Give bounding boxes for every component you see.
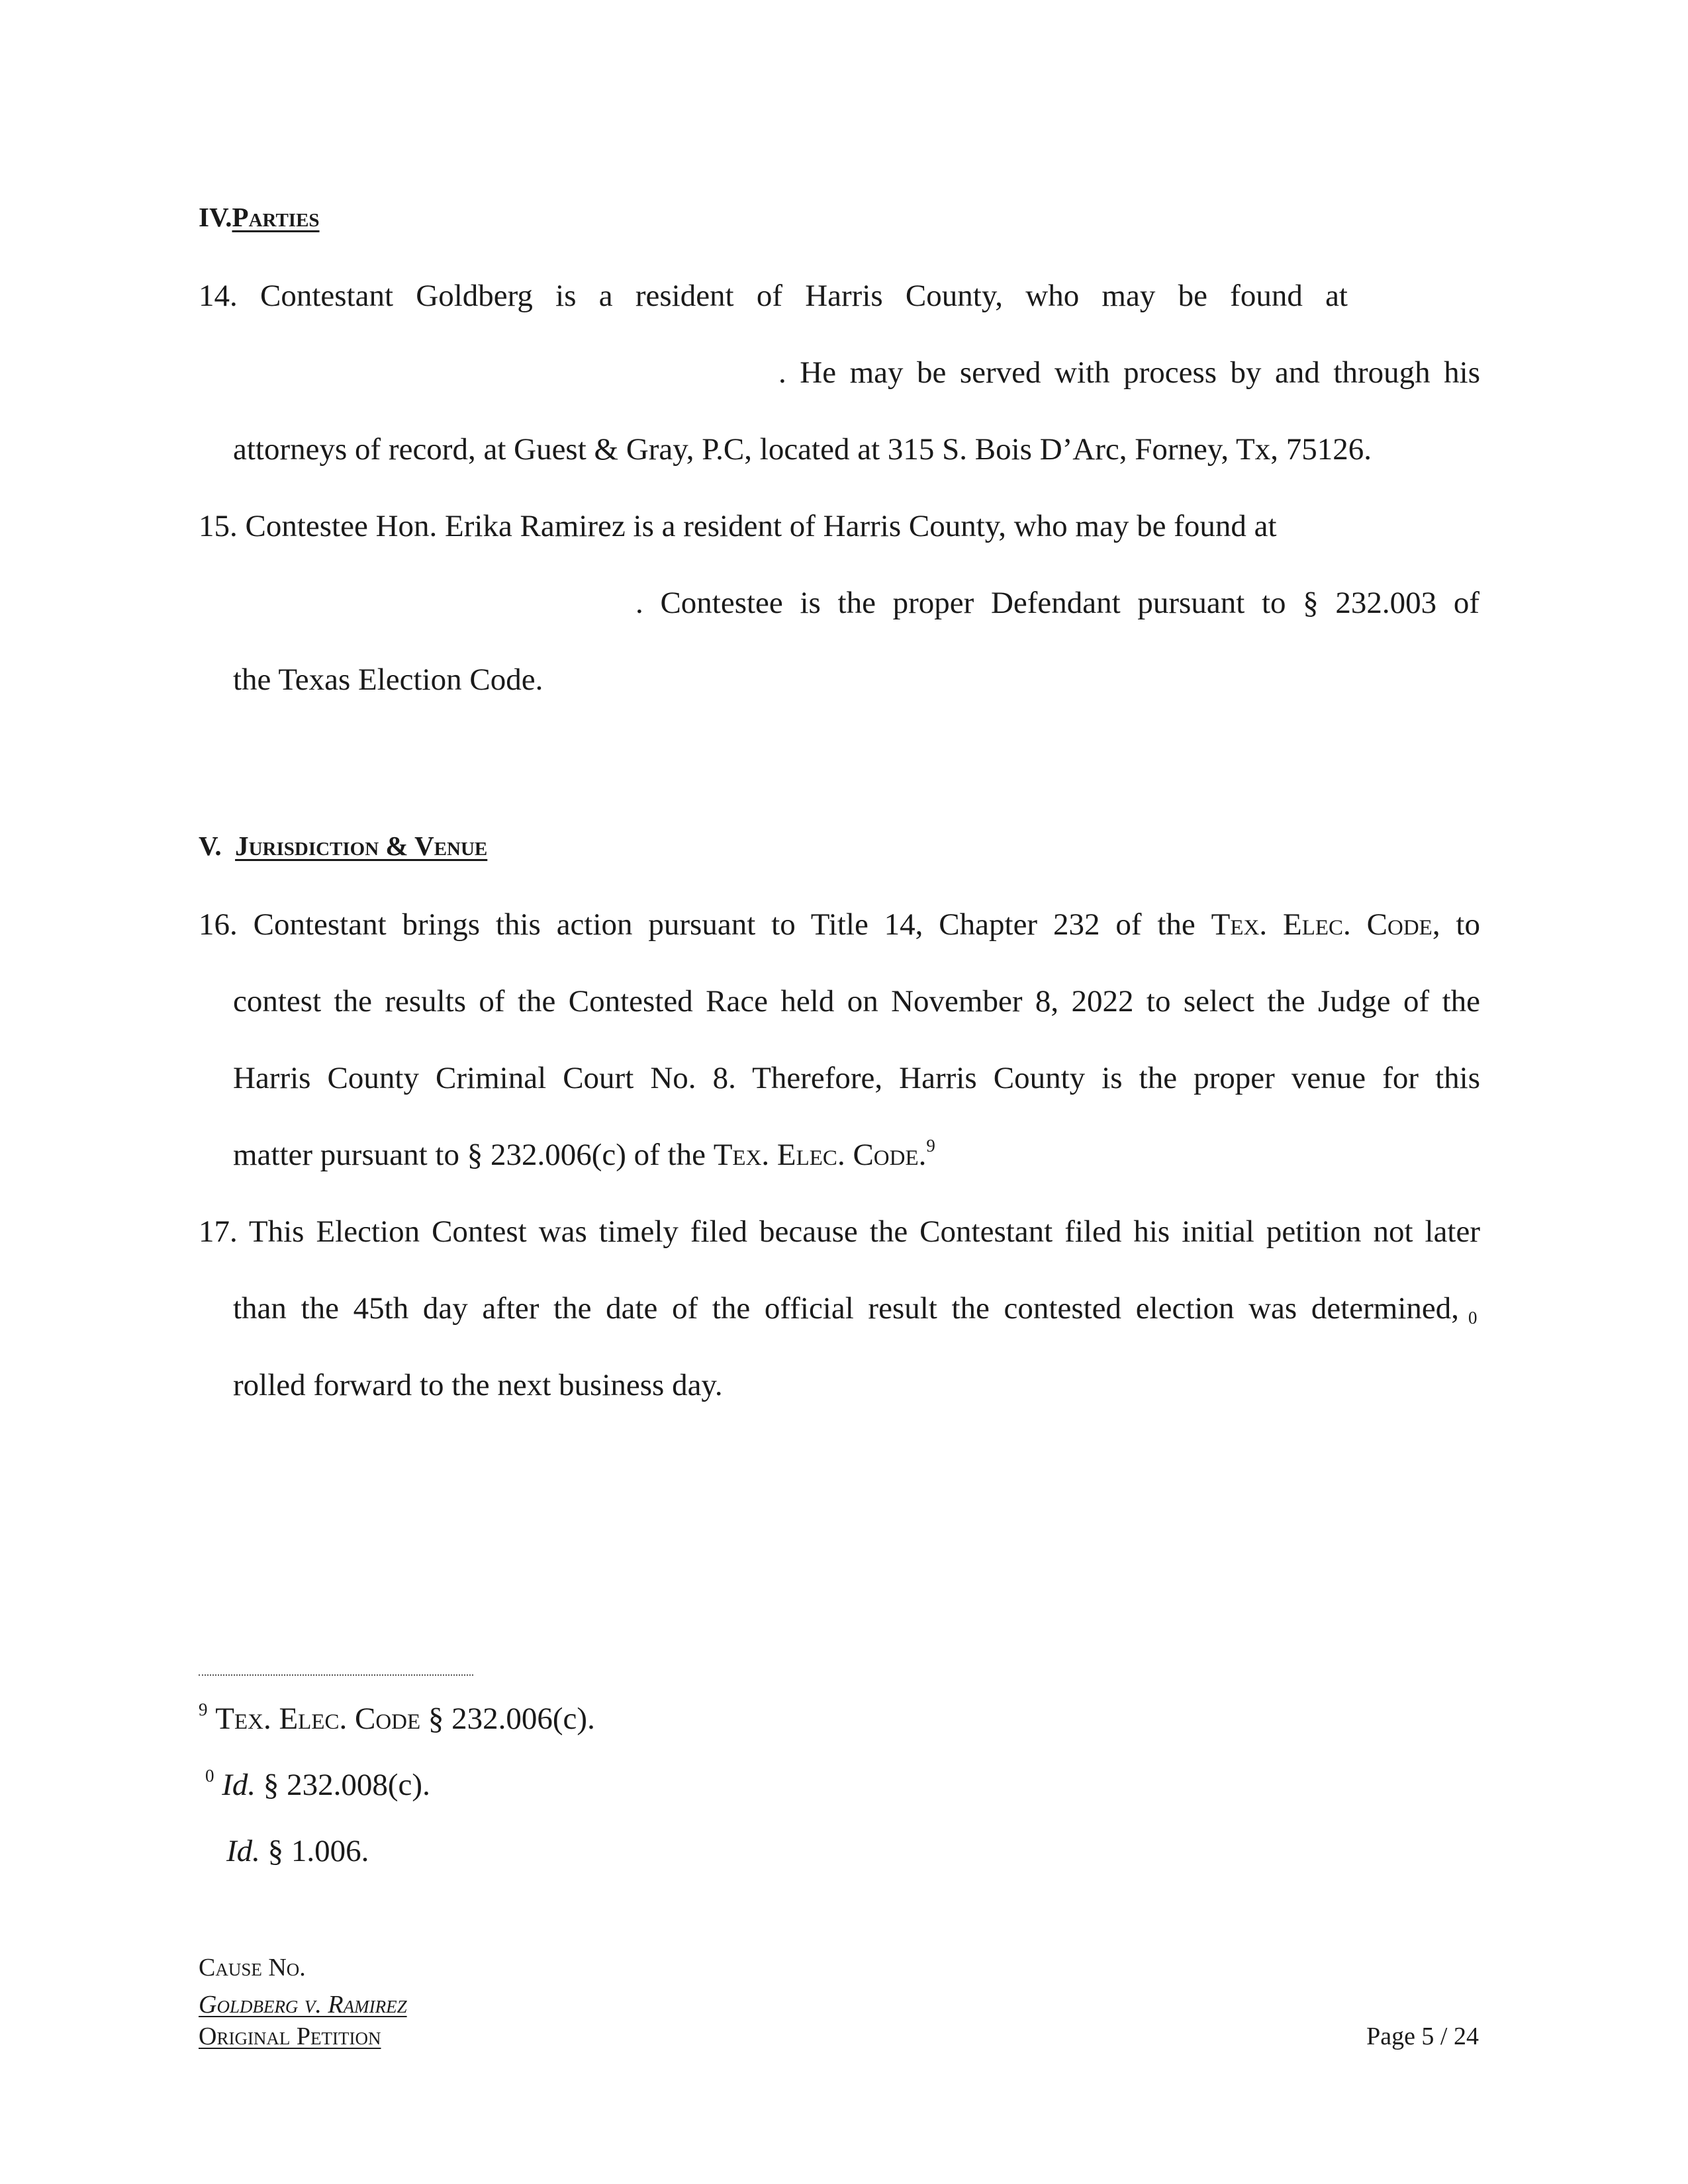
footer-doc-title: Original Petition xyxy=(199,2023,381,2050)
p16-line3: Harris County Criminal Court No. 8. Therefore, Harris County is the proper venue for this xyxy=(233,1061,1480,1095)
p14-line1: 14. Contestant Goldberg is a resident of Harris County, who may be found at xyxy=(199,279,1348,313)
section-v-number: V. xyxy=(199,831,222,861)
p15-line2: . Contestee is the proper Defendant pursuant to § 232.003 of xyxy=(635,586,1479,620)
p16-line4-text: matter pursuant to § 232.006(c) of the xyxy=(233,1138,706,1172)
footnote-9-mark: 9 xyxy=(199,1700,208,1719)
section-v-heading xyxy=(199,833,487,860)
section-iv-number: IV. xyxy=(199,202,232,232)
footnote-9 xyxy=(199,1700,595,1736)
footnote-0-rest: § 232.008(c). xyxy=(256,1768,430,1802)
section-iv-title: Parties xyxy=(232,202,320,232)
p15-line1: 15. Contestee Hon. Erika Ramirez is a resident of Harris County, who may be found at xyxy=(199,509,1277,543)
footnote-9-cite: Tex. Elec. Code xyxy=(215,1702,421,1736)
footer-page-number: Page 5 / 24 xyxy=(1366,2023,1479,2050)
footnote-0-id: Id. xyxy=(222,1768,256,1802)
footer-cause-no: Cause No. xyxy=(199,1954,306,1981)
footnote-9-rest: § 232.006(c). xyxy=(420,1702,595,1736)
footnote-ref-9[interactable]: 9 xyxy=(926,1136,935,1156)
p16-line4-code: Tex. Elec. Code. xyxy=(713,1138,927,1172)
p16-line4 xyxy=(233,1136,935,1172)
p17-line1: 17. This Election Contest was timely filed because the Contestant filed his initial petition not later xyxy=(199,1214,1480,1249)
p16-line1-text: 16. Contestant brings this action pursuant to Title 14, Chapter 232 of the xyxy=(199,907,1196,942)
p14-line2: . He may be served with process by and through his xyxy=(778,355,1480,390)
p16-line1 xyxy=(199,909,1480,940)
footnote-0 xyxy=(205,1766,430,1802)
footnote-ref-0[interactable]: 0 xyxy=(1468,1308,1477,1328)
footnote-separator xyxy=(199,1674,473,1676)
footnote-3-id: Id. xyxy=(226,1834,260,1868)
p14-line3: attorneys of record, at Guest & Gray, P.C, located at 315 S. Bois D’Arc, Forney, Tx, 75126. xyxy=(233,432,1372,467)
p16-line1-end: , to xyxy=(1432,907,1480,942)
footnote-3-rest: § 1.006. xyxy=(259,1834,369,1868)
p16-line2: contest the results of the Contested Race held on November 8, 2022 to select the Judge of the xyxy=(233,984,1480,1019)
p17-line3: rolled forward to the next business day. xyxy=(233,1368,723,1402)
footnote-3 xyxy=(226,1836,369,1867)
section-iv-heading xyxy=(199,204,320,231)
footnote-0-mark: 0 xyxy=(205,1766,214,1786)
p17-line2: than the 45th day after the date of the official result the contested election was determined, xyxy=(233,1291,1459,1326)
section-v-title: Jurisdiction & Venue xyxy=(235,831,488,861)
p16-code-cite: Tex. Elec. Code xyxy=(1211,907,1432,942)
footer-case-name: Goldberg v. Ramirez xyxy=(199,1991,407,2019)
p15-line3: the Texas Election Code. xyxy=(233,662,543,697)
